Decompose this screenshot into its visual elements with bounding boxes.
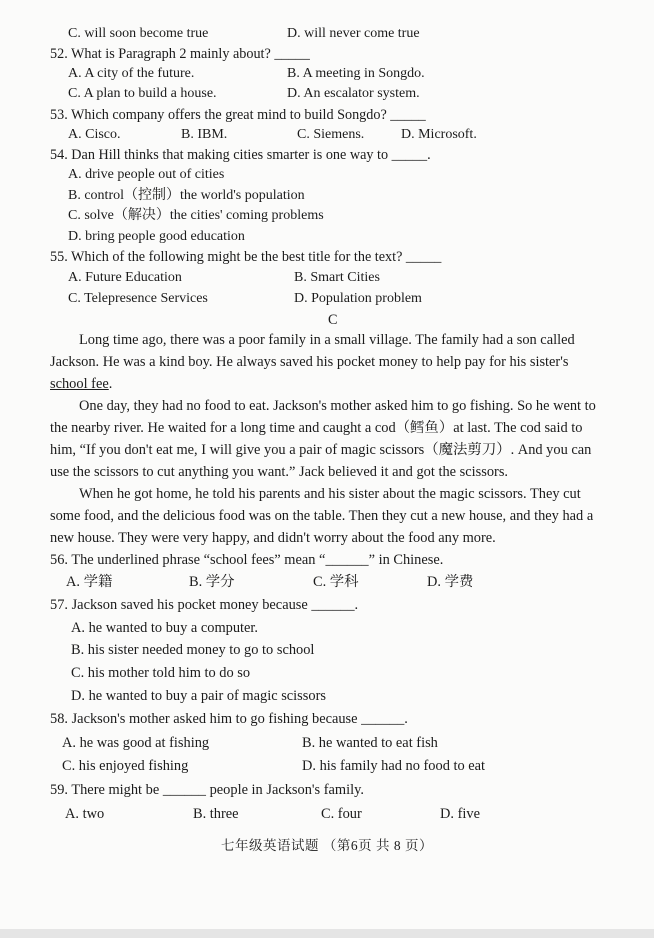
q54-option-d: D. bring people good education bbox=[68, 229, 245, 244]
q55-option-c: C. Telepresence Services bbox=[68, 291, 208, 306]
q55-option-a: A. Future Education bbox=[68, 270, 182, 285]
passage-p2-line4: use the scissors to cut anything you want.” Jack believed it and got the scissors. bbox=[50, 464, 509, 480]
q53-option-a: A. Cisco. bbox=[68, 127, 121, 142]
q51-option-c: C. will soon become true bbox=[68, 26, 209, 41]
q53-option-d: D. Microsoft. bbox=[401, 127, 477, 142]
q51-option-d: D. will never come true bbox=[287, 26, 420, 41]
q55-stem: 55. Which of the following might be the best title for the text? _____ bbox=[50, 249, 442, 265]
q56-option-b: B. 学分 bbox=[189, 574, 235, 590]
q58-option-b: B. he wanted to eat fish bbox=[302, 735, 438, 751]
passage-p3-line2: some food, and the delicious food was on the table. Then they cut a new house, and they had a bbox=[50, 508, 594, 524]
scan-bottom-edge bbox=[0, 929, 654, 938]
passage-p2-line2: the nearby river. He waited for a long time and caught a cod（鳕鱼）at last. The cod said to bbox=[50, 420, 583, 436]
q57-option-c: C. his mother told him to do so bbox=[71, 665, 251, 681]
q57-option-a: A. he wanted to buy a computer. bbox=[71, 620, 259, 636]
q57-stem: 57. Jackson saved his pocket money because ______. bbox=[50, 597, 359, 613]
q53-option-c: C. Siemens. bbox=[297, 127, 365, 142]
q56-option-d: D. 学费 bbox=[427, 574, 474, 590]
q56-option-c: C. 学科 bbox=[313, 574, 359, 590]
q58-option-d: D. his family had no food to eat bbox=[302, 758, 486, 774]
q55-option-b: B. Smart Cities bbox=[294, 270, 380, 285]
q52-option-d: D. An escalator system. bbox=[287, 86, 420, 101]
q56-option-a: A. 学籍 bbox=[66, 574, 113, 590]
q58-option-c: C. his enjoyed fishing bbox=[62, 758, 189, 774]
q54-option-c: C. solve（解决）the cities' coming problems bbox=[68, 208, 324, 223]
q58-stem: 58. Jackson's mother asked him to go fishing because ______. bbox=[50, 711, 408, 727]
page-footer: 七年级英语试题 （第6页 共 8 页） bbox=[221, 838, 433, 853]
q58-option-a: A. he was good at fishing bbox=[62, 735, 210, 751]
q52-option-c: C. A plan to build a house. bbox=[68, 86, 217, 101]
q54-option-b: B. control（控制）the world's population bbox=[68, 188, 305, 203]
passage-p1-line1: Long time ago, there was a poor family in a small village. The family had a son called bbox=[79, 332, 575, 348]
q59-option-a: A. two bbox=[65, 806, 105, 822]
passage-p1-line3: school fee. bbox=[50, 376, 113, 392]
passage-p2-line1: One day, they had no food to eat. Jackson's mother asked him to go fishing. So he went to bbox=[79, 398, 596, 414]
passage-p3-line3: new house. They were very happy, and didn't worry about the food any more. bbox=[50, 530, 496, 546]
passage-p2-line3: him, “If you don't eat me, I will give you a pair of magic scissors（魔法剪刀）. And you can bbox=[50, 442, 592, 458]
section-c-heading: C bbox=[328, 312, 338, 328]
q59-option-c: C. four bbox=[321, 806, 362, 822]
q52-option-a: A. A city of the future. bbox=[68, 66, 195, 81]
q59-option-b: B. three bbox=[193, 806, 239, 822]
q53-stem: 53. Which company offers the great mind to build Songdo? _____ bbox=[50, 107, 426, 123]
passage-p3-line1: When he got home, he told his parents and his sister about the magic scissors. They cut bbox=[79, 486, 581, 502]
underlined-phrase: school fee bbox=[50, 376, 109, 392]
q59-option-d: D. five bbox=[440, 806, 480, 822]
q54-option-a: A. drive people out of cities bbox=[68, 167, 225, 182]
q57-option-d: D. he wanted to buy a pair of magic scissors bbox=[71, 688, 326, 704]
q55-option-d: D. Population problem bbox=[294, 291, 422, 306]
q54-stem: 54. Dan Hill thinks that making cities smarter is one way to _____. bbox=[50, 147, 431, 163]
q53-option-b: B. IBM. bbox=[181, 127, 228, 142]
q57-option-b: B. his sister needed money to go to school bbox=[71, 642, 315, 658]
q52-stem: 52. What is Paragraph 2 mainly about? _____ bbox=[50, 46, 310, 62]
q52-option-b: B. A meeting in Songdo. bbox=[287, 66, 425, 81]
q56-stem: 56. The underlined phrase “school fees” mean “______” in Chinese. bbox=[50, 552, 444, 568]
passage-p1-line2: Jackson. He was a kind boy. He always saved his pocket money to help pay for his sister's bbox=[50, 354, 569, 370]
q59-stem: 59. There might be ______ people in Jackson's family. bbox=[50, 782, 364, 798]
